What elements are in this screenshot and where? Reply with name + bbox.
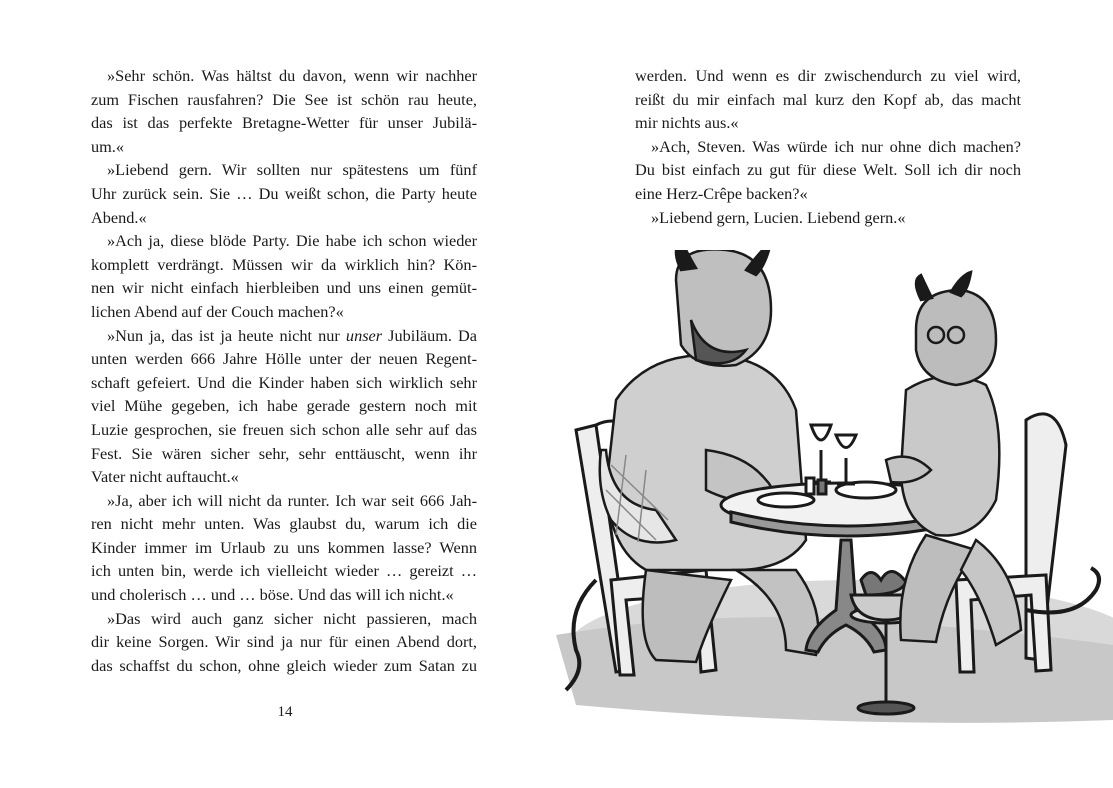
text-line: und cholerisch … und … böse. Und das will ich nicht.« [91,585,454,605]
text-line: ich unten bin, werde ich vielleicht wieder … gereizt … [91,561,477,581]
page-number: 14 [277,704,293,720]
text-line: mir nichts aus.« [635,113,739,133]
right-page [556,0,1113,788]
text-line: das ist das perfekte Bretagne-Wetter für unser Jubilä- [91,113,477,133]
text-line: »Das wird auch ganz sicher nicht passieren, mach [107,608,477,628]
text-line: unten werden 666 Jahre Hölle unter der neuen Regent- [91,349,477,369]
text-line: Uhr zurück sein. Sie … Du weißt schon, die Party heute [91,183,477,203]
right-text-column [635,64,1021,229]
text-line: Du bist einfach zu gut für diese Welt. Soll ich dir noch [635,160,1021,180]
text-line: zum Fischen rausfahren? Die See ist schön rau heute, [91,89,477,109]
text-line: »Sehr schön. Was hältst du davon, wenn wir nachher [107,66,477,85]
text-line: »Liebend gern, Lucien. Liebend gern.« [651,207,906,227]
emphasis: unser [345,325,383,345]
text-line: werden. Und wenn es dir zwischendurch zu viel wird, [635,66,1021,85]
text-line: ren nicht mehr unten. Was glaubst du, warum ich die [91,514,477,534]
right-devil [886,272,1099,645]
text-line: eine Herz-Crêpe backen?« [635,183,808,203]
text-line: »Ach ja, diese blöde Party. Die habe ich schon wieder [107,231,477,251]
illustration-devils-at-table [556,250,1113,730]
text-line: Kinder immer im Urlaub zu uns kommen lasse? Wenn [91,537,477,557]
text-line: viel Mühe gegeben, ich habe gerade gestern noch mit [91,396,477,416]
text-line: das schaffst du schon, ohne gleich wieder zum Satan zu [91,655,477,675]
left-text-column [91,64,477,677]
text-line: lichen Abend auf der Couch machen?« [91,301,344,321]
text-line: »Liebend gern. Wir sollten nur spätestens um fünf [107,160,477,180]
text-line: komplett verdrängt. Müssen wir da wirklich hin? Kön- [91,254,477,274]
text-line: Fest. Sie wären sicher sehr, sehr enttäuscht, wenn ihr [91,443,477,463]
left-page [0,0,556,788]
text-line: schaft gefeiert. Und die Kinder haben sich wirklich sehr [91,372,477,392]
text-line: Vater nicht auftaucht.« [91,467,239,487]
text-line: dir keine Sorgen. Wir sind ja nur für einen Abend dort, [91,632,477,652]
text-line: reißt du mir einfach mal kurz den Kopf ab, das macht [635,89,1021,109]
text-line: Luzie gesprochen, sie freuen sich schon alle sehr auf das [91,419,477,439]
text-line: »Ja, aber ich will nicht da runter. Ich war seit 666 Jah- [107,490,477,510]
text-line: nen wir nicht einfach hierbleiben und uns einen gemüt- [91,278,477,298]
text-line: um.« [91,136,125,156]
text-line: »Ach, Steven. Was würde ich nur ohne dich machen? [651,136,1021,156]
text-line: Abend.« [91,207,147,227]
text-line: »Nun ja, das ist ja heute nicht nur unser Jubiläum. Da [107,325,477,345]
